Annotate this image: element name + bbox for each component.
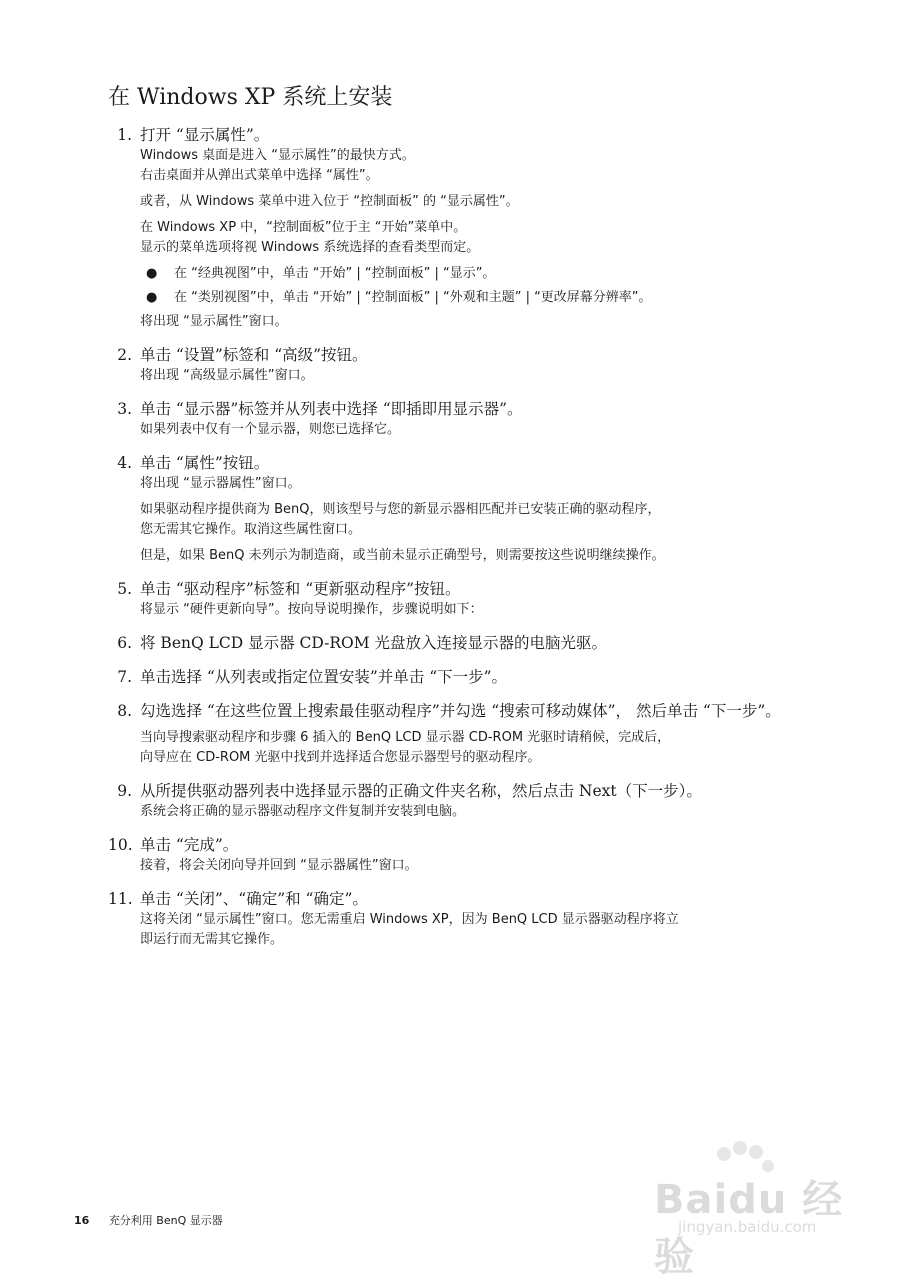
step-number: 3. [117,400,132,418]
step-3 [108,398,824,440]
step-1 [108,124,824,332]
bullet-item: ● 在 “类别视图”中，单击 “开始” | “控制面板” | “外观和主题” | “更改屏幕分辨率”。 [140,288,774,308]
step-text: 如果驱动程序提供商为 BenQ，则该型号与您的新显示器相匹配并已安装正确的驱动程序， [140,502,661,517]
bullet-icon: ● [146,290,158,305]
footer-title: 充分利用 BenQ 显示器 [108,1214,223,1227]
step-text: 向导应在 CD-ROM 光驱中找到并选择适合您显示器型号的驱动程序。 [140,750,541,765]
step-text: 或者，从 Windows 菜单中进入位于 “控制面板” 的 “显示属性”。 [140,194,519,209]
step-number: 7. [117,668,132,686]
step-9 [108,780,824,822]
step-text: 如果列表中仅有一个显示器，则您已选择它。 [140,422,401,437]
step-number: 8. [117,702,132,720]
step-6 [108,632,824,654]
step-number: 4. [117,454,132,472]
step-text: 但是，如果 BenQ 未列示为制造商，或当前未显示正确型号，则需要按这些说明继续操作。 [140,548,665,563]
section-title: 在 Windows XP 系统上安装 [108,85,393,110]
step-number: 2. [117,346,132,364]
bullet-list [140,264,824,308]
step-heading: 从所提供驱动器列表中选择显示器的正确文件夹名称，然后点击 Next（下一步）。 [140,782,702,800]
step-text: 当向导搜索驱动程序和步骤 6 插入的 BenQ LCD 显示器 CD-ROM 光驱时请稍候，完成后， [140,730,671,745]
step-number: 5. [117,580,132,598]
step-heading: 单击 “驱动程序”标签和 “更新驱动程序”按钮。 [140,580,461,598]
step-heading: 单击 “设置”标签和 “高级”按钮。 [140,346,368,364]
step-text: Windows 桌面是进入 “显示属性”的最快方式。 [140,148,415,163]
step-text: 这将关闭 “显示属性”窗口。您无需重启 Windows XP，因为 BenQ LCD 显示器驱动程序将立 [140,912,679,927]
page-footer [74,1212,223,1228]
step-number: 6. [117,634,132,652]
step-text: 将出现 “显示属性”窗口。 [140,314,288,329]
step-4 [108,452,824,566]
step-heading: 单击 “显示器”标签并从列表中选择 “即插即用显示器”。 [140,400,523,418]
step-10 [108,834,824,876]
step-heading: 单击 “完成”。 [140,836,239,854]
step-text: 显示的菜单选项将视 Windows 系统选择的查看类型而定。 [140,240,480,255]
step-text: 系统会将正确的显示器驱动程序文件复制并安装到电脑。 [140,804,466,819]
step-number: 10. [108,836,133,854]
step-5 [108,578,824,620]
step-text: 在 Windows XP 中，“控制面板”位于主 “开始”菜单中。 [140,220,467,235]
step-text: 接着，将会关闭向导并回到 “显示器属性”窗口。 [140,858,418,873]
step-text: 将显示 “硬件更新向导”。按向导说明操作，步骤说明如下： [140,602,483,617]
bullet-item: ● 在 “经典视图”中，单击 “开始” | “控制面板” | “显示”。 [140,264,824,284]
step-11 [108,888,824,950]
step-heading: 将 BenQ LCD 显示器 CD-ROM 光盘放入连接显示器的电脑光驱。 [140,634,608,652]
watermark-url: jingyan.baidu.com [678,1218,817,1236]
step-8 [108,700,824,768]
step-heading: 单击选择 “从列表或指定位置安装”并单击 “下一步”。 [140,668,508,686]
step-heading: 单击 “属性”按钮。 [140,454,270,472]
watermark-brand: Baidu 经验 [654,1177,844,1280]
page-number: 16 [74,1214,90,1227]
step-text: 将出现 “高级显示属性”窗口。 [140,368,314,383]
step-text: 将出现 “显示器属性”窗口。 [140,476,301,491]
step-heading: 打开 “显示属性”。 [140,126,270,144]
steps-list [108,124,824,962]
step-heading: 勾选选择 “在这些位置上搜索最佳驱动程序”并勾选 “搜索可移动媒体”， 然后单击 “下一步”。 [140,702,781,720]
step-number: 11. [108,890,133,908]
step-7 [108,666,824,688]
baidu-watermark [644,1140,854,1280]
step-heading: 单击 “关闭”、“确定”和 “确定”。 [140,890,368,908]
step-number: 1. [117,126,132,144]
step-2 [108,344,824,386]
step-number: 9. [117,782,132,800]
step-text: 即运行而无需其它操作。 [140,932,284,947]
bullet-icon: ● [146,266,158,281]
step-text: 右击桌面并从弹出式菜单中选择 “属性”。 [140,168,379,183]
step-text: 您无需其它操作。取消这些属性窗口。 [140,522,362,537]
